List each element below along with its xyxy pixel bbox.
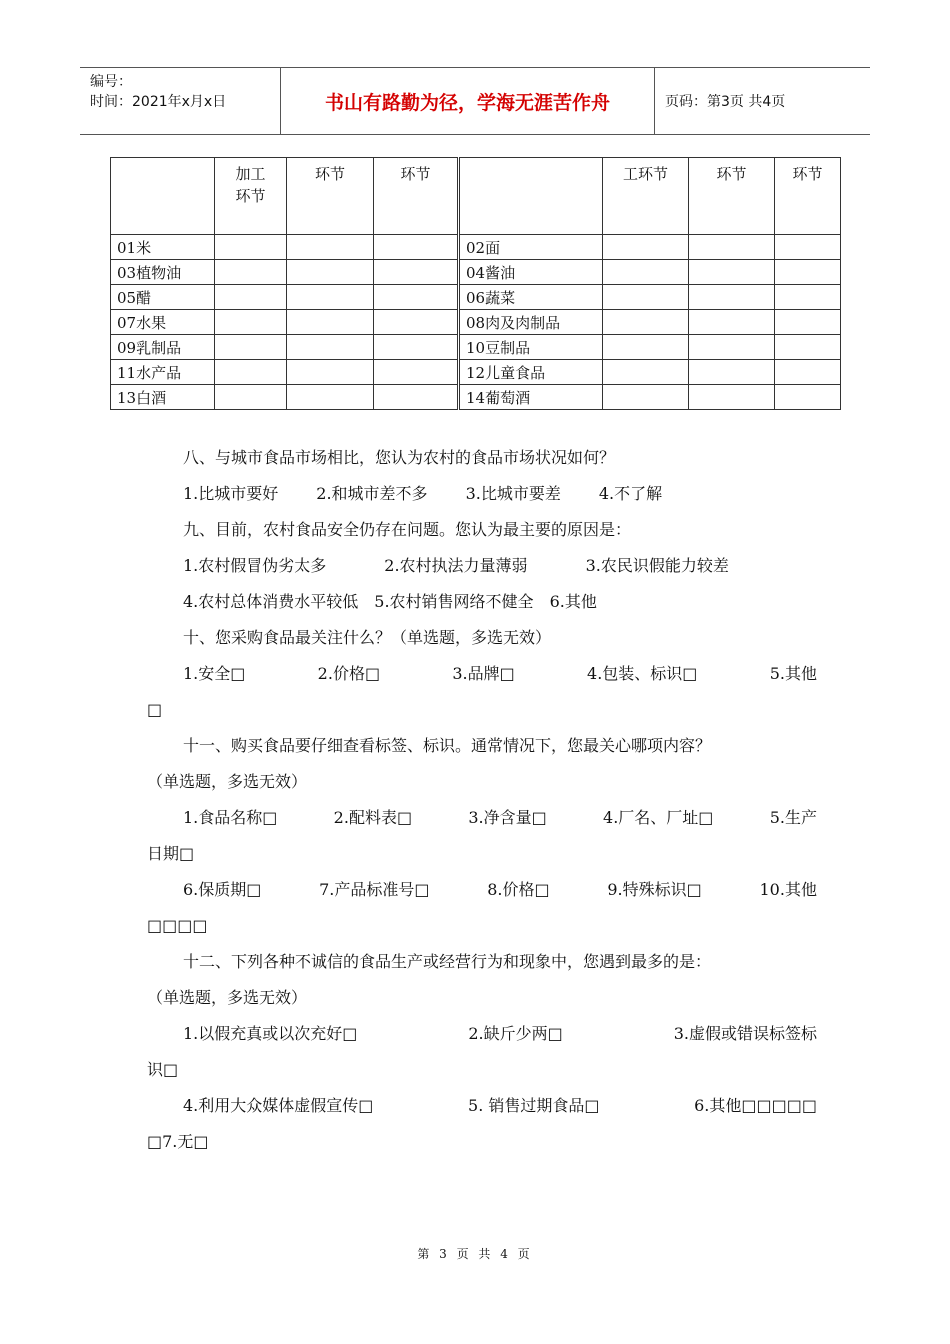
option[interactable]: 4.不了解: [598, 484, 663, 503]
table-row: [111, 285, 841, 310]
time-label: 时间：2021年x月x日: [90, 94, 227, 110]
answer-cell[interactable]: [775, 260, 841, 285]
option[interactable]: 3.比城市要差: [465, 484, 561, 503]
option[interactable]: 4.包装、标识□: [587, 664, 698, 683]
option[interactable]: 5. 销售过期食品□: [468, 1096, 600, 1115]
option[interactable]: 1.食品名称□: [183, 808, 278, 827]
table-row: [111, 310, 841, 335]
option[interactable]: 4.农村总体消费水平较低: [183, 592, 359, 611]
option[interactable]: 6.其他□□□□□: [694, 1096, 817, 1115]
answer-cell[interactable]: [374, 235, 459, 260]
table-header-row: [111, 158, 841, 235]
question-10-options: [147, 656, 817, 692]
option[interactable]: 3.净含量□: [468, 808, 547, 827]
answer-cell[interactable]: [603, 385, 689, 410]
option[interactable]: 10.其他: [759, 880, 817, 899]
option[interactable]: 4.利用大众媒体虚假宣传□: [183, 1096, 374, 1115]
question-11-options-a: [147, 800, 817, 836]
page-header: [80, 67, 870, 135]
answer-cell[interactable]: [603, 260, 689, 285]
option[interactable]: 3.农民识假能力较差: [585, 556, 729, 575]
question-8-options: [147, 476, 817, 512]
question-9-options-a: [147, 548, 817, 584]
option[interactable]: 8.价格□: [487, 880, 550, 899]
option[interactable]: 2.缺斤少两□: [468, 1024, 563, 1043]
question-8: 八、与城市食品市场相比，您认为农村的食品市场状况如何？: [183, 448, 616, 467]
option[interactable]: 5.农村销售网络不健全: [374, 592, 534, 611]
header-cell: 环节: [775, 158, 841, 235]
category-cell: 10豆制品: [459, 335, 603, 360]
option[interactable]: 1.以假充真或以次充好□: [183, 1024, 358, 1043]
category-cell: 03植物油: [111, 260, 215, 285]
option[interactable]: 6.保质期□: [183, 880, 262, 899]
answer-cell[interactable]: [374, 335, 459, 360]
header-cell: 环节: [689, 158, 775, 235]
header-cell: [111, 158, 215, 235]
answer-cell[interactable]: [215, 235, 287, 260]
answer-cell[interactable]: [287, 385, 374, 410]
answer-cell[interactable]: [775, 235, 841, 260]
answer-cell[interactable]: [689, 360, 775, 385]
answer-cell[interactable]: [689, 385, 775, 410]
header-meta: [80, 68, 281, 134]
option[interactable]: 3.品牌□: [452, 664, 515, 683]
header-cell: 环节: [287, 158, 374, 235]
option[interactable]: 4.厂名、厂址□: [603, 808, 714, 827]
table-row: [111, 385, 841, 410]
answer-cell[interactable]: [215, 385, 287, 410]
table-row: [111, 335, 841, 360]
answer-cell[interactable]: [775, 385, 841, 410]
answer-cell[interactable]: [374, 310, 459, 335]
question-12-options-b: [147, 1088, 817, 1124]
category-cell: 02面: [459, 235, 603, 260]
option[interactable]: 1.比城市要好: [183, 484, 279, 503]
answer-cell[interactable]: [775, 285, 841, 310]
answer-cell[interactable]: [689, 335, 775, 360]
category-cell: 13白酒: [111, 385, 215, 410]
answer-cell[interactable]: [775, 360, 841, 385]
answer-cell[interactable]: [374, 385, 459, 410]
option[interactable]: 2.价格□: [317, 664, 381, 683]
answer-cell[interactable]: [287, 360, 374, 385]
category-cell: 09乳制品: [111, 335, 215, 360]
answer-cell[interactable]: [689, 310, 775, 335]
answer-cell[interactable]: [603, 360, 689, 385]
answer-cell[interactable]: [603, 335, 689, 360]
option[interactable]: 2.配料表□: [333, 808, 413, 827]
question-12-tail-b[interactable]: □7.无□: [147, 1132, 209, 1151]
question-9: 九、目前，农村食品安全仍存在问题。您认为最主要的原因是：: [183, 520, 632, 539]
header-cell: 加工环节: [215, 158, 287, 235]
option[interactable]: 5.其他: [769, 664, 817, 683]
answer-cell[interactable]: [689, 260, 775, 285]
food-category-table: [110, 157, 841, 410]
answer-cell[interactable]: [374, 360, 459, 385]
answer-cell[interactable]: [775, 310, 841, 335]
number-label: 编号：: [90, 74, 132, 90]
answer-cell[interactable]: [215, 360, 287, 385]
category-cell: 06蔬菜: [459, 285, 603, 310]
option[interactable]: 2.和城市差不多: [316, 484, 428, 503]
answer-cell[interactable]: [603, 310, 689, 335]
table-row: [111, 235, 841, 260]
answer-cell[interactable]: [287, 260, 374, 285]
table-row: [111, 360, 841, 385]
category-cell: 01米: [111, 235, 215, 260]
table-row: [111, 260, 841, 285]
answer-cell[interactable]: [603, 235, 689, 260]
option[interactable]: 9.特殊标识□: [607, 880, 702, 899]
answer-cell[interactable]: [215, 260, 287, 285]
answer-cell[interactable]: [287, 235, 374, 260]
option[interactable]: 1.安全□: [183, 664, 246, 683]
page-indicator: 页码：第3页 共4页: [665, 94, 786, 110]
question-12-note: （单选题，多选无效）: [147, 988, 308, 1007]
header-cell: 环节: [374, 158, 459, 235]
option[interactable]: 3.虚假或错误标签标: [673, 1024, 817, 1043]
questionnaire-body: [147, 440, 817, 1160]
answer-cell[interactable]: [603, 285, 689, 310]
answer-cell[interactable]: [215, 285, 287, 310]
question-11-note: （单选题，多选无效）: [147, 772, 308, 791]
answer-cell[interactable]: [689, 235, 775, 260]
option[interactable]: 2.农村执法力量薄弱: [384, 556, 528, 575]
question-12-options-a: [147, 1016, 817, 1052]
question-11: 十一、购买食品要仔细查看标签、标识。通常情况下，您最关心哪项内容？: [183, 736, 712, 755]
category-cell: 05醋: [111, 285, 215, 310]
answer-cell[interactable]: [374, 285, 459, 310]
question-9-options-b: [147, 584, 817, 620]
option[interactable]: 6.其他: [549, 592, 597, 611]
answer-cell[interactable]: [287, 335, 374, 360]
answer-cell[interactable]: [374, 260, 459, 285]
question-10-tail[interactable]: □: [147, 700, 163, 719]
answer-cell[interactable]: [689, 285, 775, 310]
question-11-tail-a: 日期□: [147, 844, 195, 863]
category-cell: 07水果: [111, 310, 215, 335]
question-10: 十、您采购食品最关注什么？（单选题，多选无效）: [183, 628, 552, 647]
category-cell: 12儿童食品: [459, 360, 603, 385]
header-cell: 工环节: [603, 158, 689, 235]
answer-cell[interactable]: [215, 335, 287, 360]
question-11-tail-b[interactable]: □□□□: [147, 916, 208, 935]
category-cell: 11水产品: [111, 360, 215, 385]
header-motto: 书山有路勤为径，学海无涯苦作舟: [281, 68, 655, 134]
category-cell: 14葡萄酒: [459, 385, 603, 410]
option[interactable]: 1.农村假冒伪劣太多: [183, 556, 327, 575]
answer-cell[interactable]: [287, 285, 374, 310]
category-cell: 08肉及肉制品: [459, 310, 603, 335]
answer-cell[interactable]: [287, 310, 374, 335]
header-cell: [459, 158, 603, 235]
option[interactable]: 5.生产: [769, 808, 817, 827]
question-12-tail-a: 识□: [147, 1060, 179, 1079]
answer-cell[interactable]: [215, 310, 287, 335]
question-12: 十二、下列各种不诚信的食品生产或经营行为和现象中，您遇到最多的是：: [183, 952, 712, 971]
answer-cell[interactable]: [775, 335, 841, 360]
question-11-options-b: [147, 872, 817, 908]
option[interactable]: 7.产品标准号□: [319, 880, 430, 899]
page-footer: 第 3 页 共 4 页: [417, 1247, 533, 1261]
category-cell: 04酱油: [459, 260, 603, 285]
